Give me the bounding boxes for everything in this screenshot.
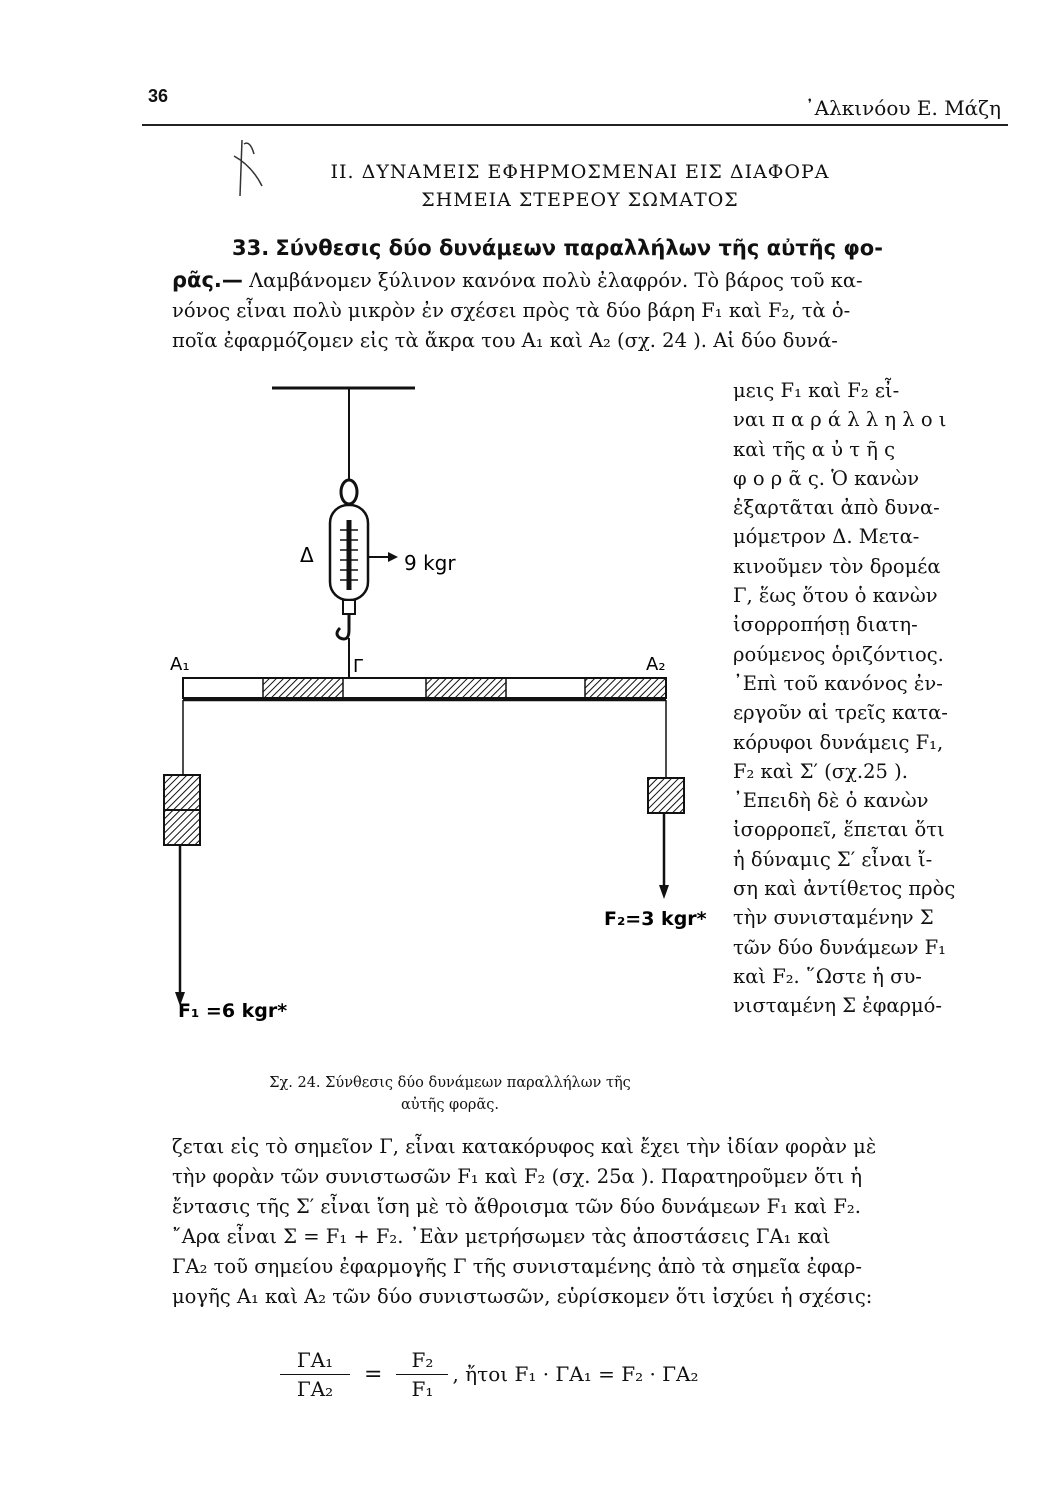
article-number: 33. — [232, 236, 270, 260]
paragraph-line-after-5: ΓΑ₂ τοῦ σημείου ἐφαρμογῆς Γ τῆς συνισταμένης ἀπὸ τὰ σημεῖα ἐφαρ- — [172, 1255, 862, 1278]
column-line: νισταμένη Σ ἐφαρμό- — [733, 994, 943, 1018]
paragraph-line-after-6: μογῆς Α₁ καὶ Α₂ τῶν δύο συνιστωσῶν, εὑρίσκομεν ὅτι ἰσχύει ἡ σχέσις: — [172, 1285, 873, 1308]
paragraph-line-3: ποῖα ἐφαρμόζομεν εἰς τὰ ἄκρα του Α₁ καὶ Α₂ (σχ. 24 ). Αἱ δύο δυνά- — [172, 329, 838, 352]
paragraph-text: Λαμβάνομεν ξύλινον κανόνα πολὺ ἐλαφρόν. Τὸ βάρος τοῦ κα- — [249, 269, 863, 292]
dynamometer-ring — [341, 480, 357, 504]
column-line: κόρυφοι δυνάμεις F₁, — [733, 730, 944, 754]
column-line: τῶν δύο δυνάμεων F₁ — [733, 935, 946, 959]
column-line: ἡ δύναμις Σ′ εἶναι ἴ- — [733, 847, 933, 871]
article-heading — [232, 234, 883, 263]
column-line: εργοῦν αἱ τρεῖς κατα- — [733, 701, 948, 725]
force-f2-arrowhead — [659, 885, 669, 899]
section-title — [300, 158, 860, 214]
column-line: Γ, ἕως ὅτου ὁ κανὼν — [733, 584, 938, 608]
dynamometer-neck — [343, 600, 355, 614]
bar-hatch-2 — [426, 678, 506, 698]
running-title: ᾿Αλκινόου Ε. Μάζη — [804, 96, 1001, 120]
column-line: ἰσορροπήσῃ διατη- — [733, 613, 918, 637]
article-title-part2: ρᾶς.— — [172, 268, 243, 292]
section-title-line2: ΣΗΜΕΙΑ ΣΤΕΡΕΟΥ ΣΩΜΑΤΟΣ — [421, 189, 739, 211]
column-line: φ ο ρ ᾶ ς. Ὁ κανὼν — [733, 466, 920, 490]
paragraph-line-1 — [172, 266, 863, 295]
header-rule — [142, 124, 1008, 126]
fraction-2-denominator: F₁ — [411, 1376, 434, 1401]
column-line: μεις F₁ καὶ F₂ εἶ- — [733, 379, 900, 402]
label-dynamometer: Δ — [300, 543, 314, 567]
column-line: ἐξαρτᾶται ἀπὸ δυνα- — [733, 496, 940, 520]
pencil-mark-icon — [222, 136, 272, 206]
formula — [280, 1334, 699, 1414]
label-f1: F₁ =6 kgr* — [178, 1000, 288, 1022]
column-line: ρούμενος ὁριζόντιος. — [733, 642, 944, 666]
fraction-1 — [280, 1348, 350, 1401]
paragraph-line-after-2: τὴν φορὰν τῶν συνιστωσῶν F₁ καὶ F₂ (σχ. 25α ). Παρατηροῦμεν ὅτι ἡ — [172, 1165, 863, 1188]
fraction-2-numerator: F₂ — [396, 1348, 448, 1375]
column-line: τὴν συνισταμένην Σ — [733, 906, 934, 930]
column-line: μόμετρον Δ. Μετα- — [733, 525, 920, 549]
label-reading: 9 kgr — [404, 551, 456, 575]
paragraph-line-after-1: ζεται εἰς τὸ σημεῖον Γ, εἶναι κατακόρυφος καὶ ἔχει τὴν ἰδίαν φορὰν μὲ — [172, 1135, 877, 1158]
label-slider: Γ — [353, 656, 364, 677]
fraction-1-numerator: ΓΑ₁ — [280, 1348, 350, 1375]
right-weight — [648, 778, 684, 813]
article-title-part1: Σύνθεσις δύο δυνάμεων παραλλήλων τῆς αὐτῆς φο- — [275, 236, 883, 260]
section-title-line1: II. ΔΥΝΑΜΕΙΣ ΕΦΗΡΜΟΣΜΕΝΑΙ ΕΙΣ ΔΙΑΦΟΡΑ — [330, 161, 830, 183]
column-line: καὶ F₂. ῞Ωστε ἡ συ- — [733, 964, 922, 988]
label-a1: Α₁ — [170, 654, 190, 675]
left-weight-1 — [164, 775, 200, 810]
column-line: ᾿Επειδὴ δὲ ὁ κανὼν — [733, 789, 929, 813]
column-line: καὶ τῆς α ὐ τ ῆ ς — [733, 437, 895, 461]
column-text — [733, 376, 955, 1021]
formula-rest: , ἤτοι F₁ · ΓΑ₁ = F₂ · ΓΑ₂ — [452, 1362, 699, 1386]
dynamometer-hook — [337, 614, 349, 639]
column-line: F₂ καὶ Σ′ (σχ.25 ). — [733, 759, 908, 783]
column-line: ναι π α ρ ά λ λ η λ ο ι — [733, 408, 947, 432]
caption-line-2: αὐτῆς φορᾶς. — [401, 1097, 499, 1113]
column-line: ση καὶ ἀντίθετος πρὸς — [733, 877, 956, 901]
bar-hatch-3 — [585, 678, 666, 698]
paragraph-line-after-4: ῎Αρα εἶναι Σ = F₁ + F₂. ᾿Εὰν μετρήσωμεν τὰς ἀποστάσεις ΓΑ₁ καὶ — [172, 1225, 831, 1248]
left-weight-2 — [164, 810, 200, 845]
bar-hatch-1 — [263, 678, 343, 698]
caption-line-1: Σχ. 24. Σύνθεσις δύο δυνάμεων παραλλήλων τῆς — [269, 1075, 631, 1091]
formula-equals: = — [364, 1361, 383, 1387]
page-number: 36 — [148, 86, 169, 106]
paragraph-line-2: νόνος εἶναι πολὺ μικρὸν ἐν σχέσει πρὸς τὰ δύο βάρη F₁ καὶ F₂, τὰ ὁ- — [172, 299, 851, 322]
column-line: κινοῦμεν τὸν δρομέα — [733, 554, 941, 578]
label-a2: Α₂ — [646, 654, 666, 675]
fraction-1-denominator: ΓΑ₂ — [296, 1376, 334, 1401]
figure-caption — [190, 1072, 710, 1116]
label-f2: F₂=3 kgr* — [604, 908, 707, 930]
paragraph-line-after-3: ἔντασις τῆς Σ′ εἶναι ἴση μὲ τὸ ἄθροισμα τῶν δύο δυνάμεων F₁ καὶ F₂. — [172, 1195, 861, 1218]
column-line: ᾿Επὶ τοῦ κανόνος ἐν- — [733, 671, 943, 695]
fraction-2 — [396, 1348, 448, 1401]
column-line: ἰσορροπεῖ, ἕπεται ὅτι — [733, 818, 945, 842]
figure-24 — [150, 380, 730, 1030]
reading-pointer-arrowhead — [388, 552, 398, 562]
